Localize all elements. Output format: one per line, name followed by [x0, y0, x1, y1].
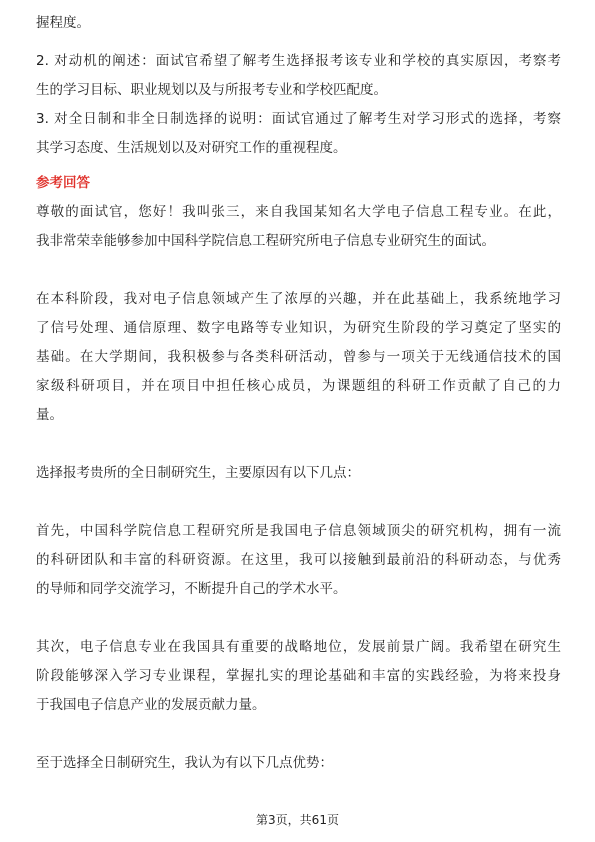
- answer-p2-line-5: 量。: [36, 407, 63, 423]
- answer-p4-line-3: 的导师和同学交流学习，不断提升自己的学术水平。: [36, 581, 347, 597]
- answer-p2-line-3: 基础。在大学期间，我积极参与各类科研活动，曾参与一项关于无线通信技术的国: [36, 349, 561, 365]
- answer-p5-line-2: 阶段能够深入学习专业课程，掌握扎实的理论基础和丰富的实践经验，为将来投身: [36, 668, 561, 684]
- point-3-line-1: 3. 对全日制和非全日制选择的说明：面试官通过了解考生对学习形式的选择，考察: [36, 111, 561, 127]
- point-3-line-2: 其学习态度、生活规划以及对研究工作的重视程度。: [36, 140, 347, 156]
- answer-p5-line-3: 于我国电子信息产业的发展贡献力量。: [36, 697, 266, 713]
- point-2-line-1: 2. 对动机的阐述：面试官希望了解考生选择报考该专业和学校的真实原因，考察考: [36, 53, 561, 69]
- page-number-footer: 第3页，共61页: [256, 813, 339, 827]
- reference-answer-heading: 参考回答: [36, 175, 90, 191]
- answer-p2-line-2: 了信号处理、通信原理、数字电路等专业知识，为研究生阶段的学习奠定了坚实的: [36, 320, 561, 336]
- continuation-line: 握程度。: [36, 15, 90, 31]
- answer-p2-line-1: 在本科阶段，我对电子信息领域产生了浓厚的兴趣，并在此基础上，我系统地学习: [36, 291, 561, 307]
- answer-p4-line-1: 首先，中国科学院信息工程研究所是我国电子信息领域顶尖的研究机构，拥有一流: [36, 523, 561, 539]
- answer-p1-line-1: 尊敬的面试官，您好！我叫张三，来自我国某知名大学电子信息工程专业。在此，: [36, 204, 561, 220]
- answer-p3-line-1: 选择报考贵所的全日制研究生，主要原因有以下几点：: [36, 465, 360, 481]
- answer-p5-line-1: 其次，电子信息专业在我国具有重要的战略地位，发展前景广阔。我希望在研究生: [36, 639, 561, 655]
- answer-p1-line-2: 我非常荣幸能够参加中国科学院信息工程研究所电子信息专业研究生的面试。: [36, 233, 495, 249]
- answer-p6-line-1: 至于选择全日制研究生，我认为有以下几点优势：: [36, 755, 333, 771]
- answer-p4-line-2: 的科研团队和丰富的科研资源。在这里，我可以接触到最前沿的科研动态，与优秀: [36, 552, 561, 568]
- point-2-line-2: 生的学习目标、职业规划以及与所报考专业和学校匹配度。: [36, 82, 387, 98]
- answer-p2-line-4: 家级科研项目，并在项目中担任核心成员，为课题组的科研工作贡献了自己的力: [36, 378, 561, 394]
